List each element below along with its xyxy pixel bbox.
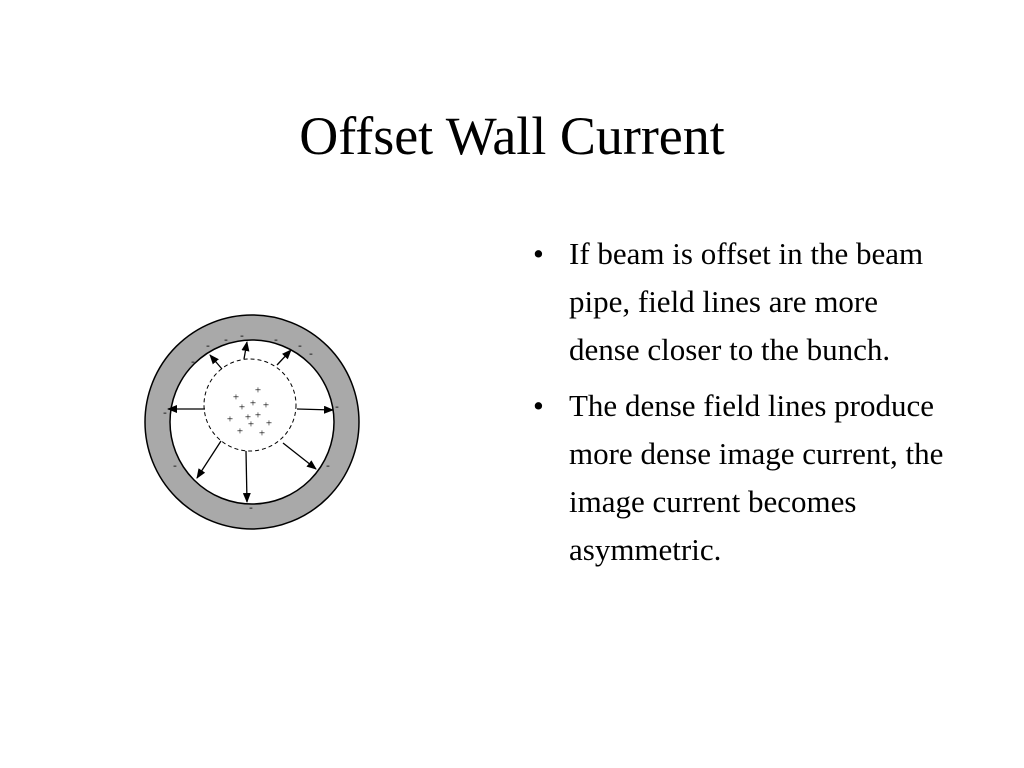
slide-title: Offset Wall Current: [299, 106, 725, 166]
wall-charge-minus: -: [240, 329, 244, 342]
wall-charge-minus: -: [163, 406, 167, 419]
bullet-list: [533, 230, 953, 582]
beam-charge-plus: +: [247, 418, 255, 431]
wall-charge-minus: -: [298, 339, 302, 352]
beam-charge-plus: +: [238, 401, 246, 414]
wall-charge-minus: -: [309, 347, 313, 360]
beam-charge-plus: +: [236, 425, 244, 438]
bullet-marker: •: [533, 236, 544, 271]
wall-charge-minus: -: [335, 400, 339, 413]
bullet-item-offset: [533, 230, 953, 374]
beam-charge-plus: +: [262, 399, 270, 412]
bullet-item-dense: [533, 382, 953, 574]
beam-charge-plus: +: [232, 391, 240, 404]
beam-charge-plus: +: [258, 427, 266, 440]
beam-charge-plus: +: [265, 417, 273, 430]
beam-charge-plus: +: [249, 397, 257, 410]
beam-charge-plus: +: [254, 409, 262, 422]
beam-charge-plus: +: [254, 384, 262, 397]
wall-charge-minus: -: [173, 459, 177, 472]
bullet-marker: •: [533, 388, 544, 423]
wall-charge-minus: -: [274, 333, 278, 346]
wall-charge-minus: -: [326, 459, 330, 472]
bullet-text: If beam is offset in the beam pipe, field lines are more dense closer to the bunch.: [569, 236, 924, 367]
beam-charge-plus: +: [244, 411, 252, 424]
bullet-text: The dense field lines produce more dense image current, the image current becomes asymmetric.: [569, 388, 944, 567]
wall-charge-minus: -: [249, 501, 253, 514]
wall-charge-minus: -: [224, 333, 228, 346]
wall-charge-minus: -: [191, 355, 195, 368]
wall-charge-minus: -: [206, 339, 210, 352]
beam-charge-plus: +: [226, 413, 234, 426]
